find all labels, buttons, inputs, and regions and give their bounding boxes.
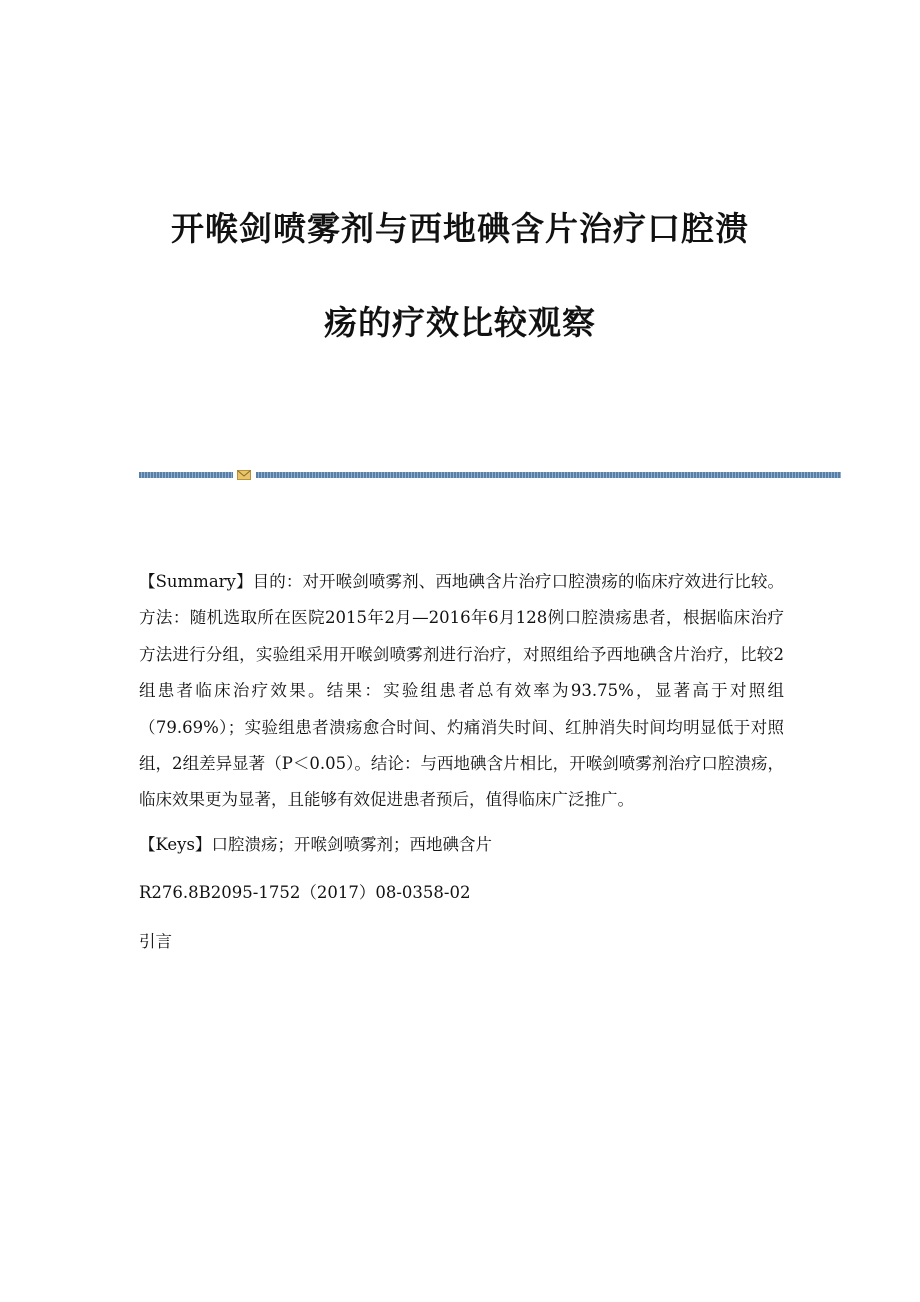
keys-label: 【Keys】 [139, 834, 212, 854]
divider-bar-left [139, 472, 233, 478]
abstract-label: 【Summary】 [139, 572, 253, 591]
title-line-2: 疡的疗效比较观察 [324, 303, 596, 342]
section-heading-intro: 引言 [139, 931, 172, 951]
keys-text: 口腔溃疡；开喉剑喷雾剂；西地碘含片 [211, 834, 492, 854]
paper-title [0, 205, 920, 347]
classification-code: R276.8B2095-1752（2017）08-0358-02 [139, 883, 471, 903]
keywords-paragraph [139, 827, 784, 863]
divider-bar-right [256, 472, 841, 478]
title-line-1: 开喉剑喷雾剂与西地碘含片治疗口腔溃 [171, 209, 749, 248]
abstract-text: 目的：对开喉剑喷雾剂、西地碘含片治疗口腔溃疡的临床疗效进行比较。方法：随机选取所在医院2015年2月—2016年6月128例口腔溃疡患者，根据临床治疗方法进行分组，实验组采用开喉剑喷雾剂进行治疗，对照组给予西地碘含片治疗，比较2组患者临床治疗效果。结果：实验组患者总有效率为93.75%，显著高于对照组（79.69%）；实验组患者溃疡愈合时间、灼痛消失时间、红肿消失时间均明显低于对照组，2组差异显著（P＜0.05）。结论：与西地碘含片相比，开喉剑喷雾剂治疗口腔溃疡，临床效果更为显著，且能够有效促进患者预后，值得临床广泛推广。 [139, 572, 784, 810]
envelope-ornament-icon [237, 469, 251, 481]
paper-body [139, 564, 784, 960]
title-divider [139, 469, 841, 481]
abstract-paragraph [139, 564, 784, 819]
